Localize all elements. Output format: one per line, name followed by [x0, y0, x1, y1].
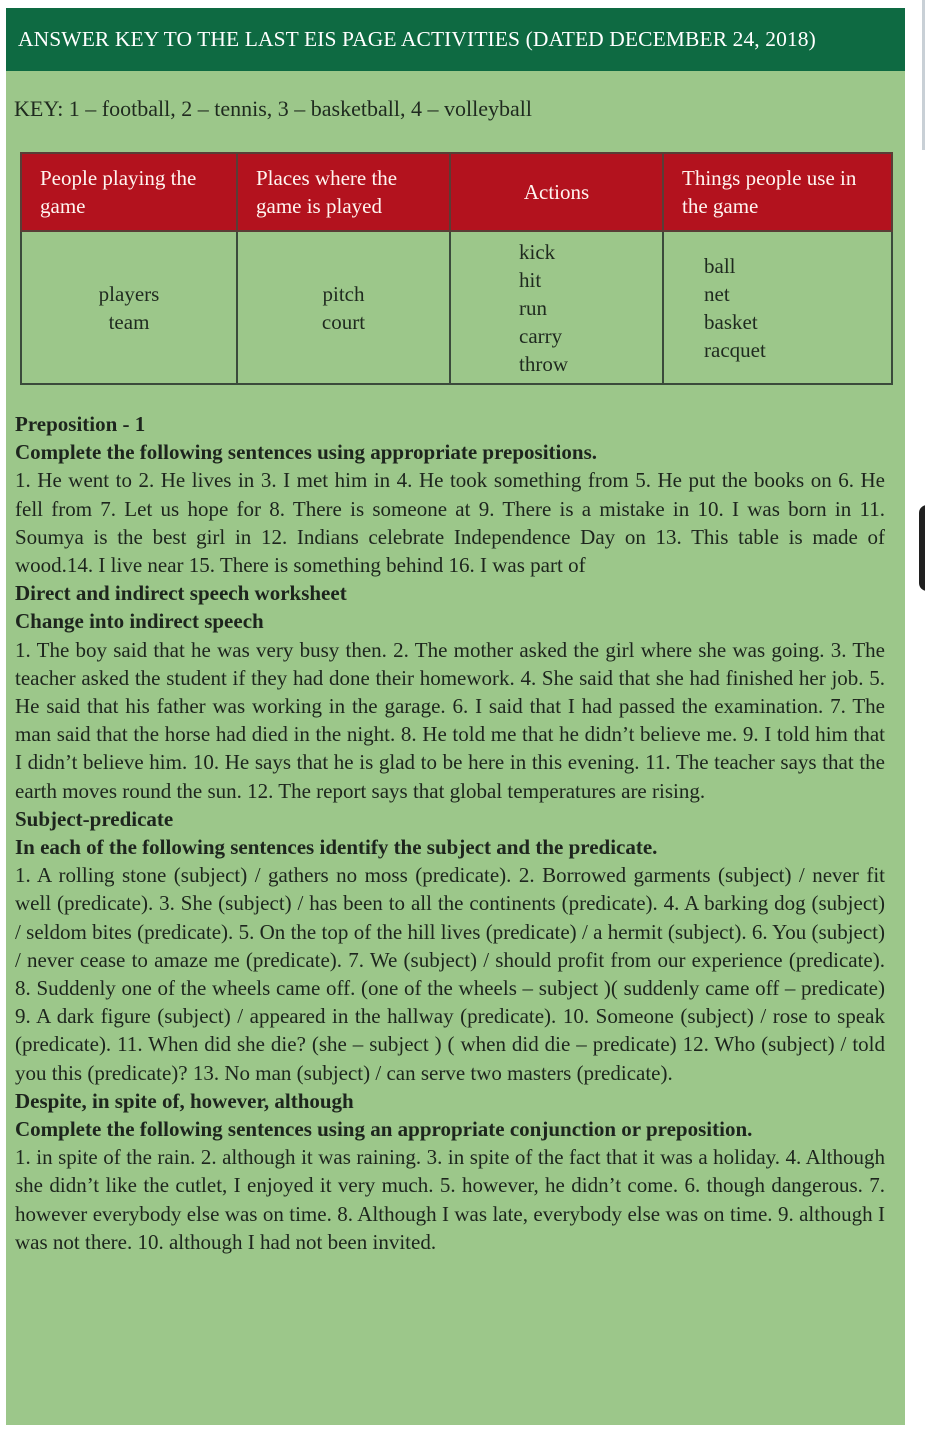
- cell-item: basket: [704, 309, 758, 334]
- cell-item: throw: [519, 351, 568, 376]
- games-vocabulary-table: [20, 152, 893, 385]
- table-header-row: [21, 153, 892, 231]
- table-cell-people: [21, 231, 237, 384]
- section-instruction: In each of the following sentences identify the subject and the predicate.: [15, 835, 658, 860]
- answer-key-line: KEY: 1 – football, 2 – tennis, 3 – basketball, 4 – volleyball: [14, 96, 532, 121]
- section-instruction: Complete the following sentences using an appropriate conjunction or preposition.: [15, 1117, 753, 1142]
- cell-item: net: [704, 281, 730, 306]
- table-cell-actions: [450, 231, 663, 384]
- cell-item: ball: [704, 253, 736, 278]
- section-title: Direct and indirect speech worksheet: [15, 581, 347, 606]
- answer-key-page: [6, 8, 905, 1425]
- section-answers: 1. The boy said that he was very busy then. 2. The mother asked the girl where she was going. 3. The teacher asked the student if they had done their homework. 4. She said that she had finished her job. 5. He said that his father was working in the garage. 6. I said that I had passed the examination. 7. The man said that the horse had died in the night. 8. He told me that he didn’t believe me. 9. I told him that I didn’t believe him. 10. He says that he is glad to be here in this evening. 11. The teacher says that the earth moves round the sun. 12. The report says that global temperatures are rising.: [15, 637, 885, 803]
- section-answers: 1. in spite of the rain. 2. although it was raining. 3. in spite of the fact that it was a holiday. 4. Although she didn’t like the cutlet, I enjoyed it very much. 5. however, he didn’t come. 6. though dangerous. 7. however everybody else was on time. 8. Although I was late, everybody else was on time. 9. although I was not there. 10. although I had not been invited.: [15, 1145, 885, 1254]
- table-header-cell: Actions: [450, 153, 663, 231]
- section-instruction: Complete the following sentences using appropriate prepositions.: [15, 440, 597, 465]
- table-header-cell: Things people use in the game: [663, 153, 892, 231]
- section-answers: 1. A rolling stone (subject) / gathers no moss (predicate). 2. Borrowed garments (subject) / never fit well (predicate). 3. She (subject) / has been to all the continents (predicate). 4. A barking dog (subject) / seldom bites (predicate). 5. On the top of the hill lives (predicate) / a hermit (subject). 6. You (subject) / never cease to amaze me (predicate). 7. We (subject) / should profit from our experience (predicate). 8. Suddenly one of the wheels came off. (one of the wheels – subject )( suddenly came off – predicate) 9. A dark figure (subject) / appeared in the hallway (predicate). 10. Someone (subject) / rose to speak (predicate). 11. When did she die? (she – subject ) ( when did die – predicate) 12. Who (subject) / told you this (predicate)? 13. No man (subject) / can serve two masters (predicate).: [15, 863, 885, 1085]
- cell-item: players: [98, 281, 160, 306]
- answer-sections: [15, 410, 885, 1256]
- table-header-cell: Places where the game is played: [237, 153, 450, 231]
- cell-item: racquet: [704, 337, 766, 362]
- cell-item: hit: [519, 267, 542, 292]
- scroll-handle[interactable]: [919, 505, 925, 591]
- page-title: [6, 8, 905, 71]
- table-header-cell: People playing the game: [21, 153, 237, 231]
- table-row: [21, 231, 892, 384]
- cell-item: court: [321, 309, 366, 334]
- cell-item: kick: [519, 239, 556, 264]
- section-title: Despite, in spite of, however, although: [15, 1088, 354, 1113]
- page-title-text: ANSWER KEY TO THE LAST EIS PAGE ACTIVITIES (DATED DECEMBER 24, 2018): [18, 27, 816, 51]
- cell-item: run: [519, 295, 547, 320]
- cell-item: carry: [519, 323, 563, 348]
- section-title: Subject-predicate: [15, 806, 174, 831]
- table-cell-places: [237, 231, 450, 384]
- section-title: Preposition - 1: [15, 412, 146, 436]
- table-cell-things: [663, 231, 892, 384]
- cell-item: pitch: [322, 281, 365, 306]
- section-instruction: Change into indirect speech: [15, 609, 264, 634]
- section-answers: 1. He went to 2. He lives in 3. I met him in 4. He took something from 5. He put the books on 6. He fell from 7. Let us hope for 8. There is someone at 9. There is a mistake in 10. I was born in 11. Soumya is the best girl in 12. Indians celebrate Independence Day on 13. This table is made of wood.14. I live near 15. There is something behind 16. I was part of: [15, 468, 885, 578]
- cell-item: team: [108, 309, 150, 334]
